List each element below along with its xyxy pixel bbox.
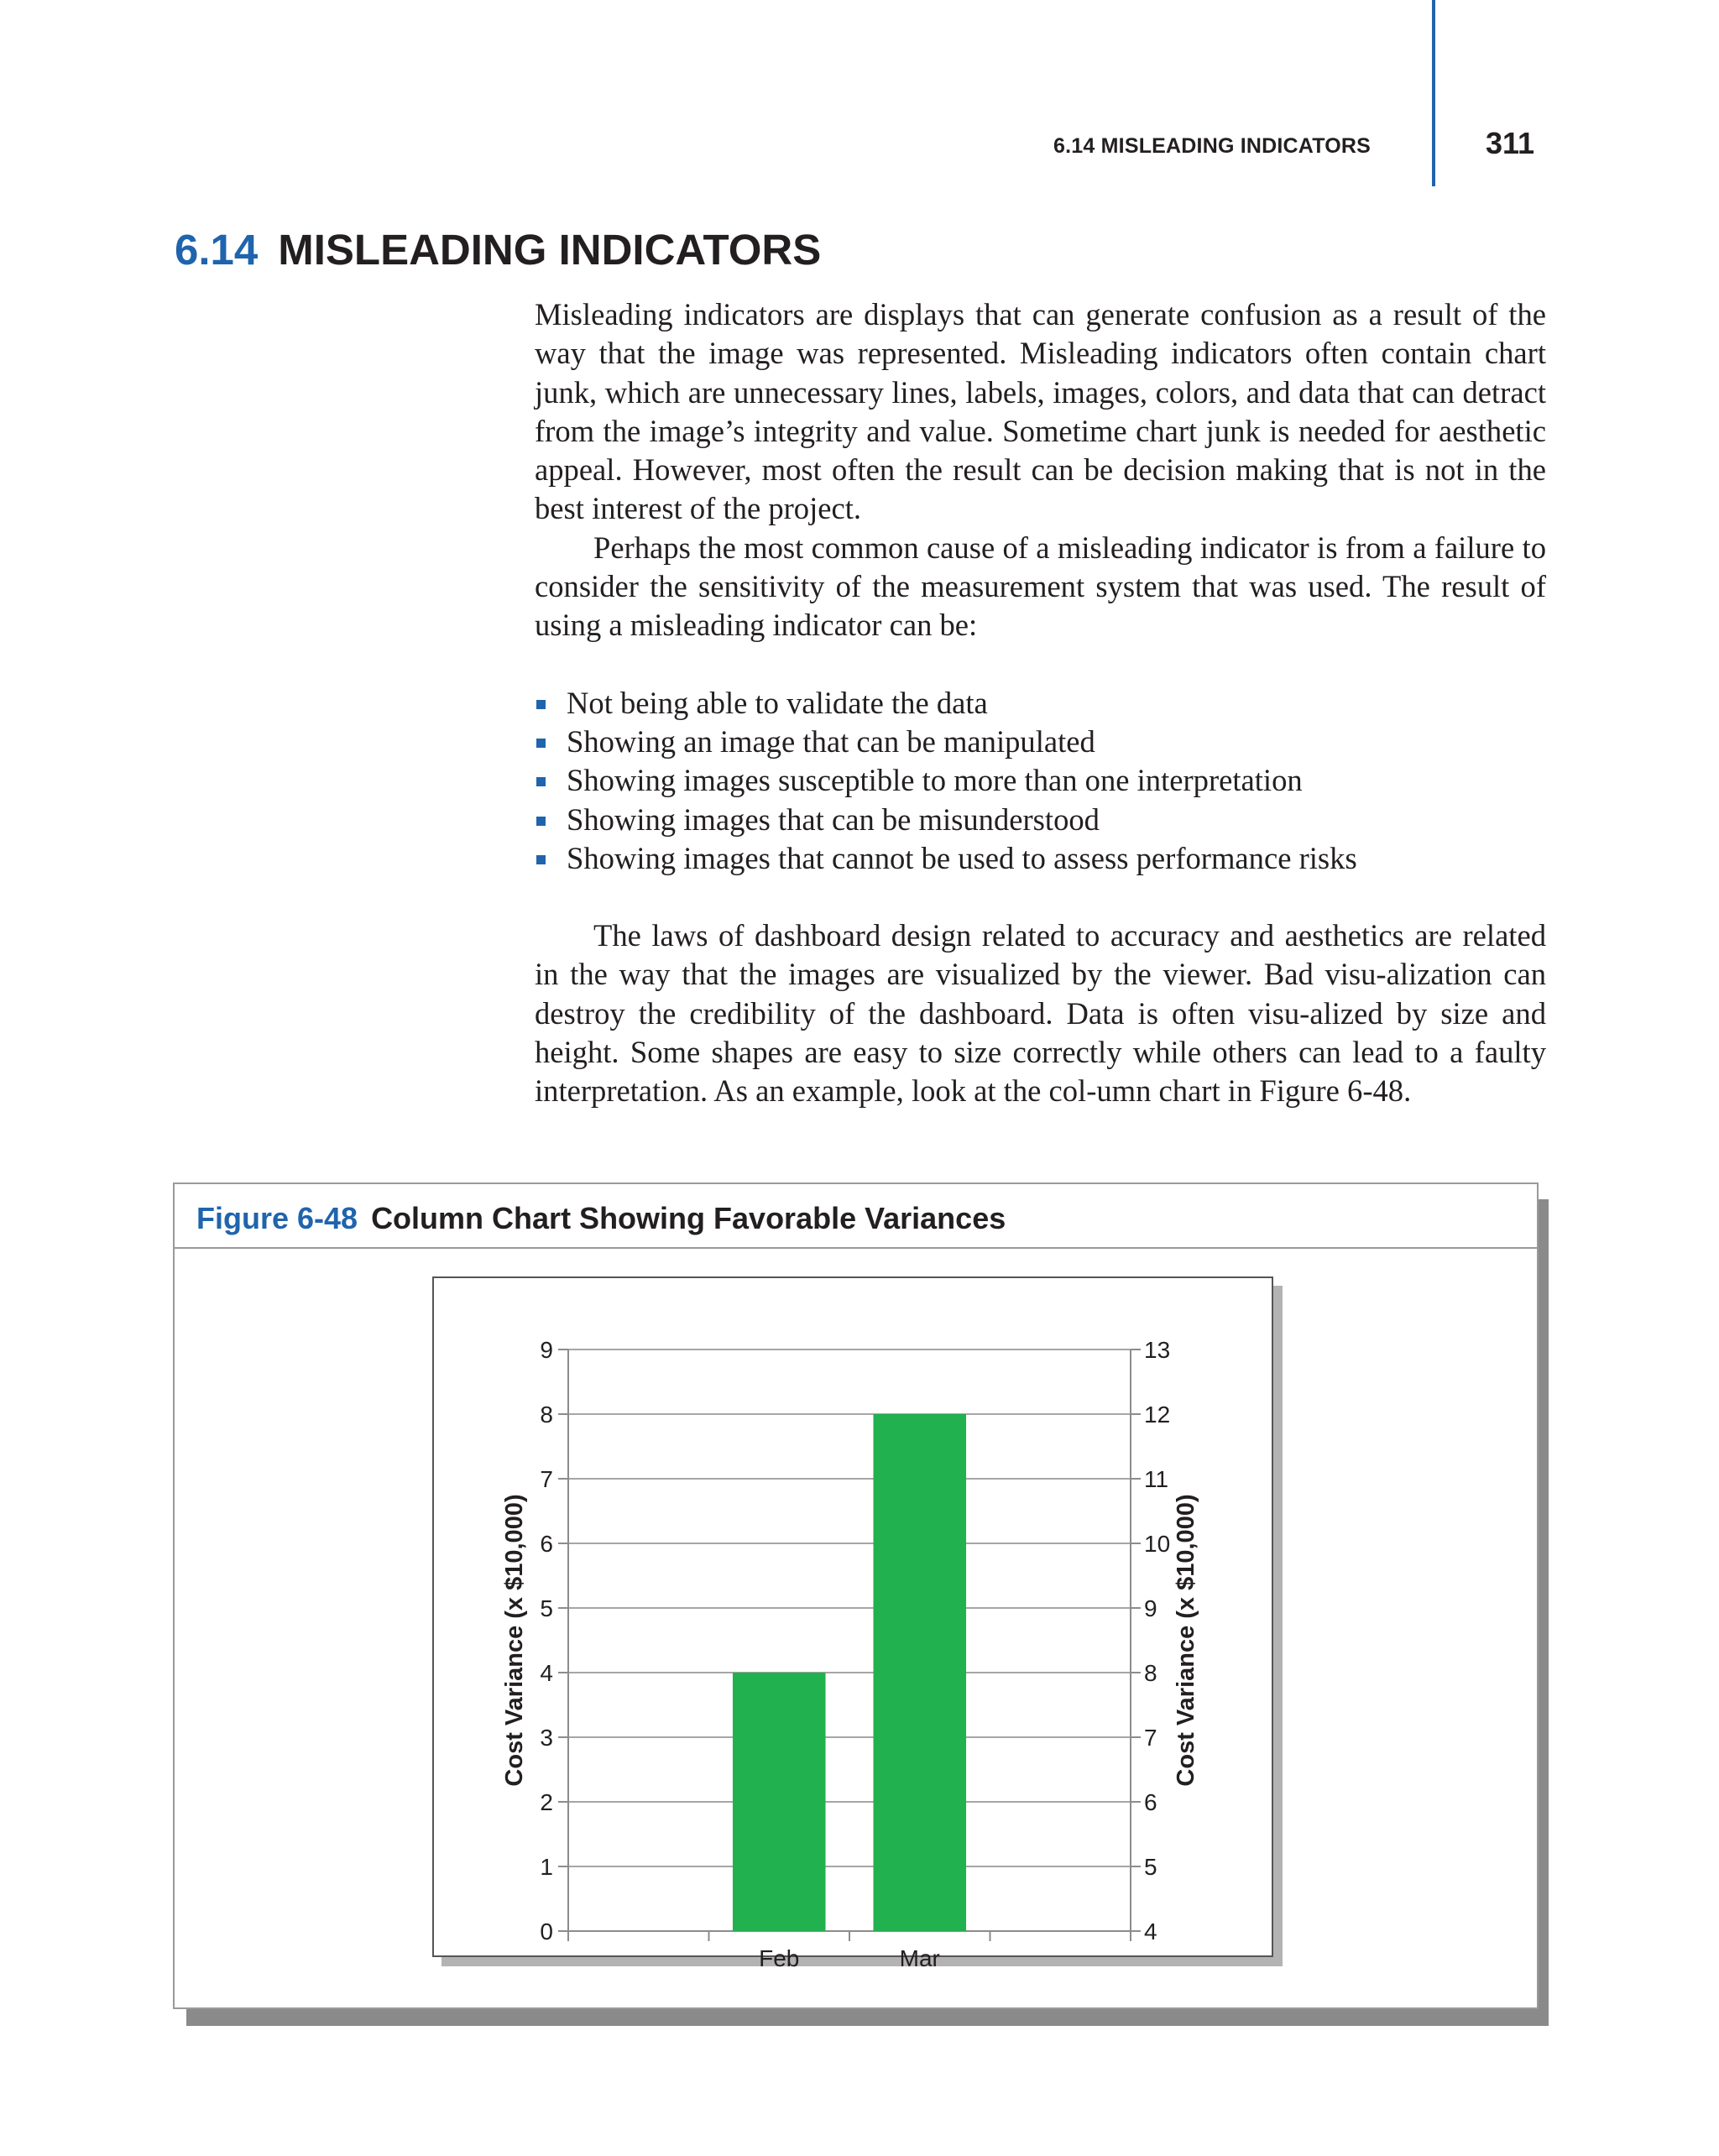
section-number: 6.14 bbox=[175, 226, 259, 274]
y2-tick-label: 5 bbox=[1144, 1854, 1157, 1880]
list-item bbox=[535, 801, 1546, 839]
y-tick-label: 5 bbox=[540, 1595, 553, 1621]
bar bbox=[733, 1673, 826, 1931]
list-item-text: Showing images that can be misunderstood bbox=[567, 801, 1100, 837]
x-tick-label: Mar bbox=[899, 1945, 940, 1971]
list-item-text: Showing images that cannot be used to assess performance risks bbox=[567, 840, 1357, 875]
square-bullet-icon bbox=[536, 777, 546, 786]
y-tick-label: 0 bbox=[540, 1918, 553, 1945]
figure-number: Figure 6-48 bbox=[196, 1201, 358, 1235]
square-bullet-icon bbox=[536, 855, 546, 864]
y2-tick-label: 7 bbox=[1144, 1725, 1157, 1751]
y-tick-label: 4 bbox=[540, 1660, 553, 1686]
y2-tick-label: 4 bbox=[1144, 1918, 1157, 1945]
list-item bbox=[535, 684, 1546, 723]
page-number: 311 bbox=[1486, 126, 1535, 160]
square-bullet-icon bbox=[536, 700, 546, 709]
y2-axis-title: Cost Variance (x $10,000) bbox=[1173, 1494, 1199, 1787]
y2-tick-label: 6 bbox=[1144, 1789, 1157, 1815]
y2-tick-label: 9 bbox=[1144, 1595, 1157, 1621]
figure-caption bbox=[196, 1201, 1006, 1236]
paragraph: Perhaps the most common cause of a misleading indicator is from a failure to consider the sensitivity of the measurement system that was used. The result of using a misleading indicator can be: bbox=[535, 530, 1546, 643]
list-item-text: Showing an image that can be manipulated bbox=[567, 723, 1095, 759]
body-text bbox=[535, 295, 1546, 1111]
y-tick-label: 9 bbox=[540, 1337, 553, 1363]
y2-tick-label: 10 bbox=[1144, 1531, 1171, 1557]
y-tick-label: 6 bbox=[540, 1531, 553, 1557]
running-head: 6.14 MISLEADING INDICATORS bbox=[1053, 134, 1371, 158]
square-bullet-icon bbox=[536, 817, 546, 826]
y2-tick-label: 12 bbox=[1144, 1402, 1171, 1428]
paragraph: The laws of dashboard design related to accuracy and aesthetics are related in the way that the images are visualized by the viewer. Bad visu-alization can destroy the credibility of the dashboard. Data is often visu-alized by size and height. Some shapes are easy to size correctly while others can lead to a faulty interpretation. As an example, look at the col-umn chart in Figure 6-48. bbox=[535, 918, 1546, 1109]
chart-frame bbox=[432, 1276, 1273, 1971]
y-tick-label: 3 bbox=[540, 1725, 553, 1751]
y-tick-label: 8 bbox=[540, 1402, 553, 1428]
paragraph: Misleading indicators are displays that can generate confusion as a result of the way that the image was represented. Misleading indicators often contain chart junk, which are unnecessary lines, labels, images, colors, and data that can detract from the image’s integrity and value. Sometime chart junk is needed for aesthetic appeal. However, most often the result can be decision making that is not in the best interest of the project. bbox=[535, 297, 1546, 526]
list-item bbox=[535, 761, 1546, 800]
caption-divider bbox=[175, 1247, 1537, 1249]
figure-title: Column Chart Showing Favorable Variances bbox=[371, 1201, 1006, 1235]
list-item-text: Showing images susceptible to more than one interpretation bbox=[567, 763, 1303, 798]
y2-tick-label: 13 bbox=[1144, 1337, 1171, 1363]
square-bullet-icon bbox=[536, 739, 546, 748]
x-tick-label: Feb bbox=[759, 1945, 800, 1971]
y-tick-label: 2 bbox=[540, 1789, 553, 1815]
list-item bbox=[535, 723, 1546, 761]
y-tick-label: 7 bbox=[540, 1466, 553, 1492]
bullet-list bbox=[535, 684, 1546, 878]
header-rule bbox=[1432, 0, 1435, 186]
column-chart bbox=[434, 1278, 1272, 1971]
section-title: MISLEADING INDICATORS bbox=[278, 226, 822, 274]
section-heading bbox=[175, 225, 821, 274]
list-item bbox=[535, 839, 1546, 878]
y-tick-label: 1 bbox=[540, 1854, 553, 1880]
list-item-text: Not being able to validate the data bbox=[567, 685, 988, 720]
y2-tick-label: 11 bbox=[1144, 1466, 1169, 1492]
y-axis-title: Cost Variance (x $10,000) bbox=[501, 1494, 528, 1787]
bar bbox=[873, 1414, 966, 1931]
y2-tick-label: 8 bbox=[1144, 1660, 1157, 1686]
